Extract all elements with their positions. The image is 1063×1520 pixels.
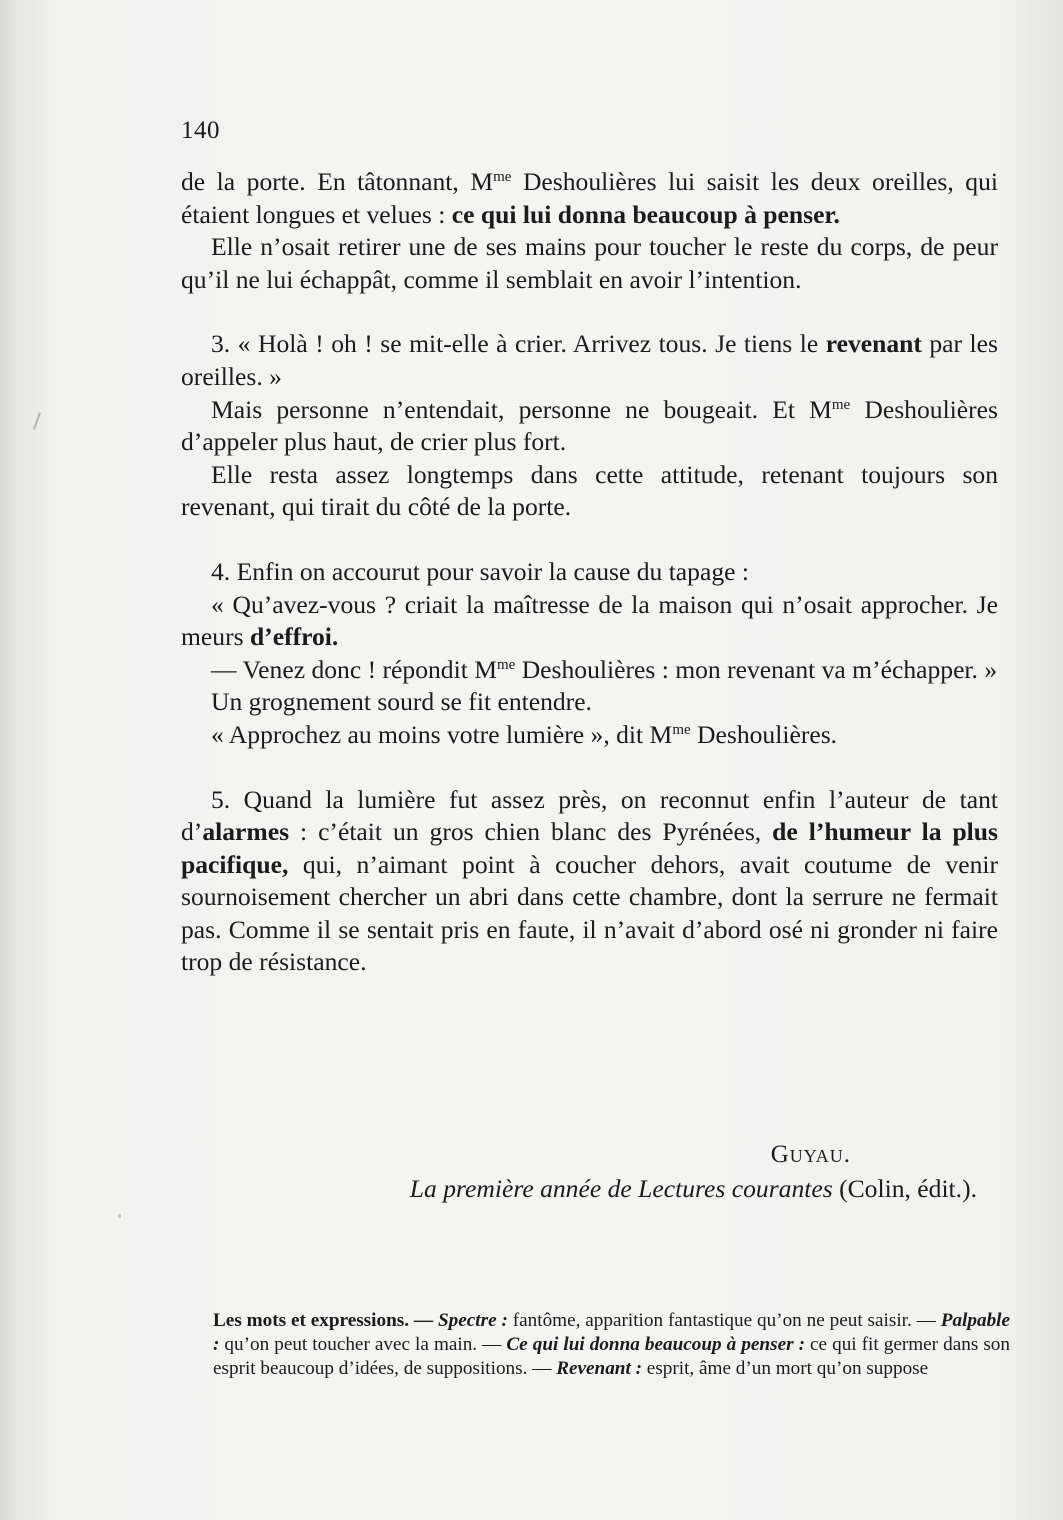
paragraph-p5 [181, 459, 998, 524]
text-run: Elle n’osait retirer une de ses mains pour toucher le reste du corps, de peur qu’il ne lui échappât, comme il semblait en avoir l’intention. [181, 232, 998, 294]
emphasis-text: Palpable : [213, 1310, 1011, 1355]
paragraph-p11 [181, 784, 998, 980]
margin-mark [118, 1214, 121, 1218]
text-run: 3. « Holà ! oh ! se mit-elle à crier. Arrivez tous. Je tiens le [211, 329, 826, 359]
main-text [181, 166, 998, 979]
source-citation [181, 1174, 977, 1204]
superscript-text: me [493, 169, 512, 185]
text-run: ce qui fit germer dans son esprit beaucoup d’idées, de suppositions. — [213, 1334, 1010, 1379]
emphasis-text: d’effroi. [249, 622, 339, 652]
emphasis-text: Ce qui lui donna beaucoup à penser : [506, 1334, 805, 1355]
text-run: Deshoulières lui saisit les deux oreilles, qui étaient longues et velues : [181, 167, 998, 229]
text-run: Deshoulières d’appeler plus haut, de crier plus fort. [181, 394, 998, 457]
text-run: « Approchez au moins votre lumière », dit M [211, 719, 673, 749]
text-run: 4. Enfin on accourut pour savoir la cause du tapage : [211, 556, 749, 586]
text-run: 5. Quand la lumière fut assez près, on reconnut enfin l’auteur de tant d’ [181, 784, 998, 847]
paragraph-p1 [181, 166, 998, 231]
superscript-text: me [831, 396, 851, 413]
page-number: 140 [181, 117, 220, 144]
emphasis-text: revenant [825, 329, 922, 359]
text-run: Deshoulières : mon revenant va m’échapper. » [515, 654, 998, 684]
text-run: — Venez donc ! répondit M [211, 654, 497, 684]
source-publisher: (Colin, édit.). [832, 1174, 977, 1203]
text-run: qu’on peut toucher avec la main. — [219, 1334, 507, 1355]
emphasis-text: ce qui lui donna beaucoup à penser. [451, 199, 840, 229]
author-name: Guyau. [770, 1141, 851, 1168]
text-run: Un grognement sourd se fit entendre. [211, 687, 592, 717]
paragraph-p7 [181, 589, 998, 654]
text-run: par les oreilles. » [181, 329, 998, 391]
text-run: Deshoulières. [690, 719, 838, 749]
text-run: « Qu’avez-vous ? criait la maîtresse de la maison qui n’osait approcher. Je meurs [181, 589, 998, 652]
superscript-text: me [672, 721, 691, 738]
text-run: esprit, âme d’un mort qu’on suppose [642, 1358, 929, 1379]
paragraph-p6 [181, 556, 998, 589]
notes-paragraph [213, 1309, 1010, 1381]
margin-mark [33, 412, 41, 430]
text-run: de la porte. En tâtonnant, M [181, 167, 494, 196]
text-run: Elle resta assez longtemps dans cette attitude, retenant toujours son revenant, qui tirait du côté de la porte. [181, 459, 998, 522]
emphasis-text: de l’humeur la plus pacifique, [181, 817, 998, 879]
emphasis-text: Spectre : [437, 1310, 508, 1331]
paragraph-p4 [181, 394, 998, 459]
text-run: fantôme, apparition fantastique qu’on ne peut saisir. — [507, 1310, 941, 1331]
paragraph-p3 [181, 328, 998, 393]
paragraph-p8 [181, 654, 998, 687]
superscript-text: me [496, 656, 516, 673]
paragraph-p9 [181, 686, 998, 719]
emphasis-text: Revenant : [556, 1358, 642, 1379]
paragraph-p2 [181, 231, 998, 296]
emphasis-text: Les mots et expressions. — [213, 1310, 438, 1331]
source-title: La première année de Lectures courantes [409, 1174, 833, 1203]
text-run: qui, n’aimant point à coucher dehors, avait coutume de venir sournoisement chercher un abri dans cette chambre, dont la serrure ne fermait pas. Comme il se sentait pris en faute, il n’avait d’abord osé ni gronder ni faire trop de résistance. [181, 849, 998, 977]
text-run: : c’était un gros chien blanc des Pyrénées, [289, 817, 773, 847]
vocabulary-notes [213, 1309, 1010, 1381]
emphasis-text: alarmes [202, 817, 290, 847]
paragraph-p10 [181, 719, 998, 752]
text-run: Mais personne n’entendait, personne ne bougeait. Et M [211, 394, 832, 424]
